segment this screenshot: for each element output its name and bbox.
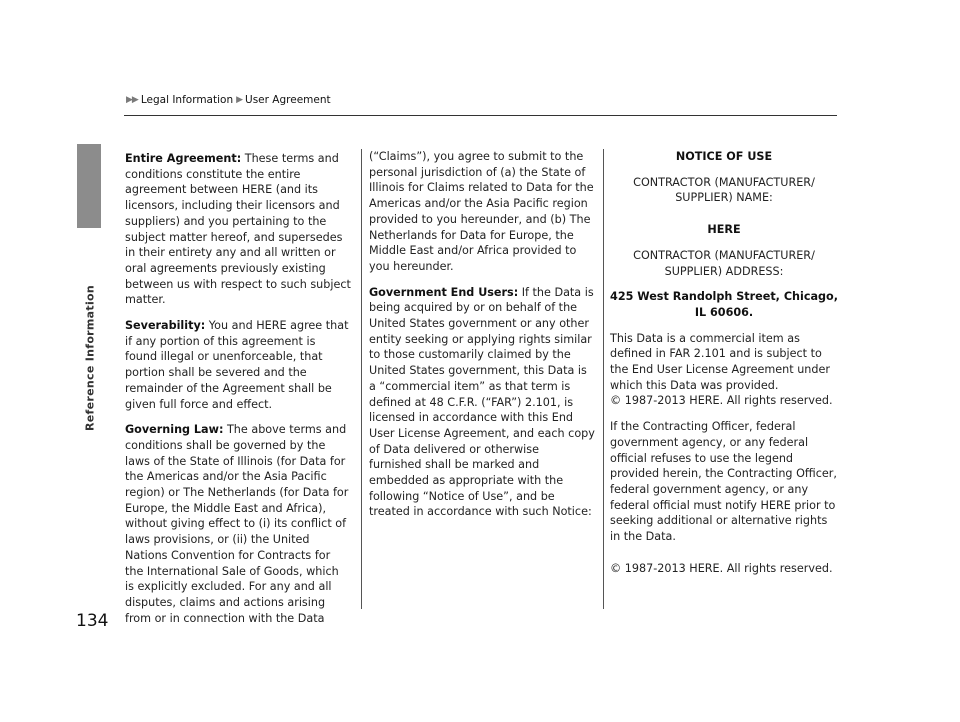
- breadcrumb-arrow-icon: ▶▶: [126, 95, 138, 105]
- paragraph-government-end-users: [369, 285, 595, 521]
- copyright-notice: © 1987-2013 HERE. All rights reserved.: [610, 394, 833, 408]
- contractor-name-value: [610, 222, 838, 238]
- contractor-address-value-text: 425 West Randolph Street, Chicago, IL 60606.: [610, 290, 838, 319]
- contractor-address-label: CONTRACTOR (MANUFACTURER/ SUPPLIER) ADDRESS:: [633, 248, 815, 278]
- body-government-end-users: If the Data is being acquired by or on behalf of the United States government or any other entity seeking or applying rights similar to those customarily claimed by the United States government, this Data is a “commercial item” as that term is defined at 48 C.F.R. (“FAR”) 2.101, is licensed in accordance with this End User License Agreement, and each copy of Data delivered or otherwise furnished shall be marked and embedded as appropriate with the following “Notice of Use”, and be treated in accordance with such Notice:: [369, 285, 595, 519]
- heading-government-end-users: Government End Users:: [369, 285, 519, 299]
- paragraph-contracting-officer: If the Contracting Officer, federal government agency, or any federal official refuses to use the legend provided herein, the Contracting Officer, federal government agency, or any federal official must notify HERE prior to seeking additional or alternative rights in the Data.: [610, 420, 837, 544]
- paragraph-entire-agreement: [125, 151, 351, 308]
- copyright-notice: © 1987-2013 HERE. All rights reserved.: [610, 561, 833, 575]
- contractor-address-value: [610, 289, 838, 320]
- column-divider: [361, 149, 362, 609]
- paragraph-severability: [125, 318, 351, 412]
- notice-title: [610, 149, 838, 165]
- paragraph-commercial-item: This Data is a commercial item as defined in FAR 2.101 and is subject to the End User License Agreement under which this Data was provided.: [610, 331, 830, 392]
- text-column-1: [125, 151, 351, 636]
- body-entire-agreement: These terms and conditions constitute the entire agreement between HERE (and its licensors, including their licensors and suppliers) and you pertaining to the subject matter hereof, and supersedes in their entirety any and all written or oral agreements previously existing between us with respect to such subject matter.: [125, 152, 351, 307]
- contractor-name-label: CONTRACTOR (MANUFACTURER/ SUPPLIER) NAME:: [633, 175, 815, 205]
- side-section-label: [80, 238, 100, 478]
- breadcrumb-page: User Agreement: [245, 94, 331, 106]
- body-governing-law: The above terms and conditions shall be governed by the laws of the State of Illinois (for Data for the Americas and/or the Asia Pacific region) or The Netherlands (for Data for Europe, the Middle East and Africa), without giving effect to (i) its conflict of laws provisions, or (ii) the United Nations Convention for Contracts for the International Sale of Goods, which is explicitly excluded. For any and all disputes, claims and actions arising from or in connection with the Data: [125, 423, 349, 625]
- text-column-2: [369, 149, 595, 530]
- breadcrumb: [126, 94, 331, 106]
- header-divider: [124, 115, 837, 116]
- breadcrumb-section-link[interactable]: Legal Information: [140, 94, 234, 106]
- side-section-label-text: Reference Information: [83, 285, 97, 431]
- body-severability: You and HERE agree that if any portion of this agreement is found illegal or unenforceable, that portion shall be severed and the remainder of the Agreement shall be given full force and effect.: [125, 319, 349, 411]
- heading-entire-agreement: Entire Agreement:: [125, 152, 242, 165]
- column-divider: [603, 149, 604, 609]
- page-number: 134: [76, 611, 109, 631]
- notice-title-text: NOTICE OF USE: [675, 150, 773, 163]
- heading-governing-law: Governing Law:: [125, 423, 224, 437]
- paragraph-governing-law: [125, 422, 351, 626]
- contractor-name-value-text: HERE: [707, 223, 741, 237]
- section-tab-marker: [77, 144, 101, 228]
- paragraph-claims: (“Claims”), you agree to submit to the personal jurisdiction of (a) the State of Illinois for Claims related to Data for the Americas and/or the Asia Pacific region provided to you hereunder, and (b) The Netherlands for Data for Europe, the Middle East and/or Africa provided to you hereunder.: [369, 150, 594, 273]
- heading-severability: Severability:: [125, 319, 206, 333]
- text-column-3: [610, 149, 838, 586]
- breadcrumb-arrow-icon: ▶: [236, 95, 243, 105]
